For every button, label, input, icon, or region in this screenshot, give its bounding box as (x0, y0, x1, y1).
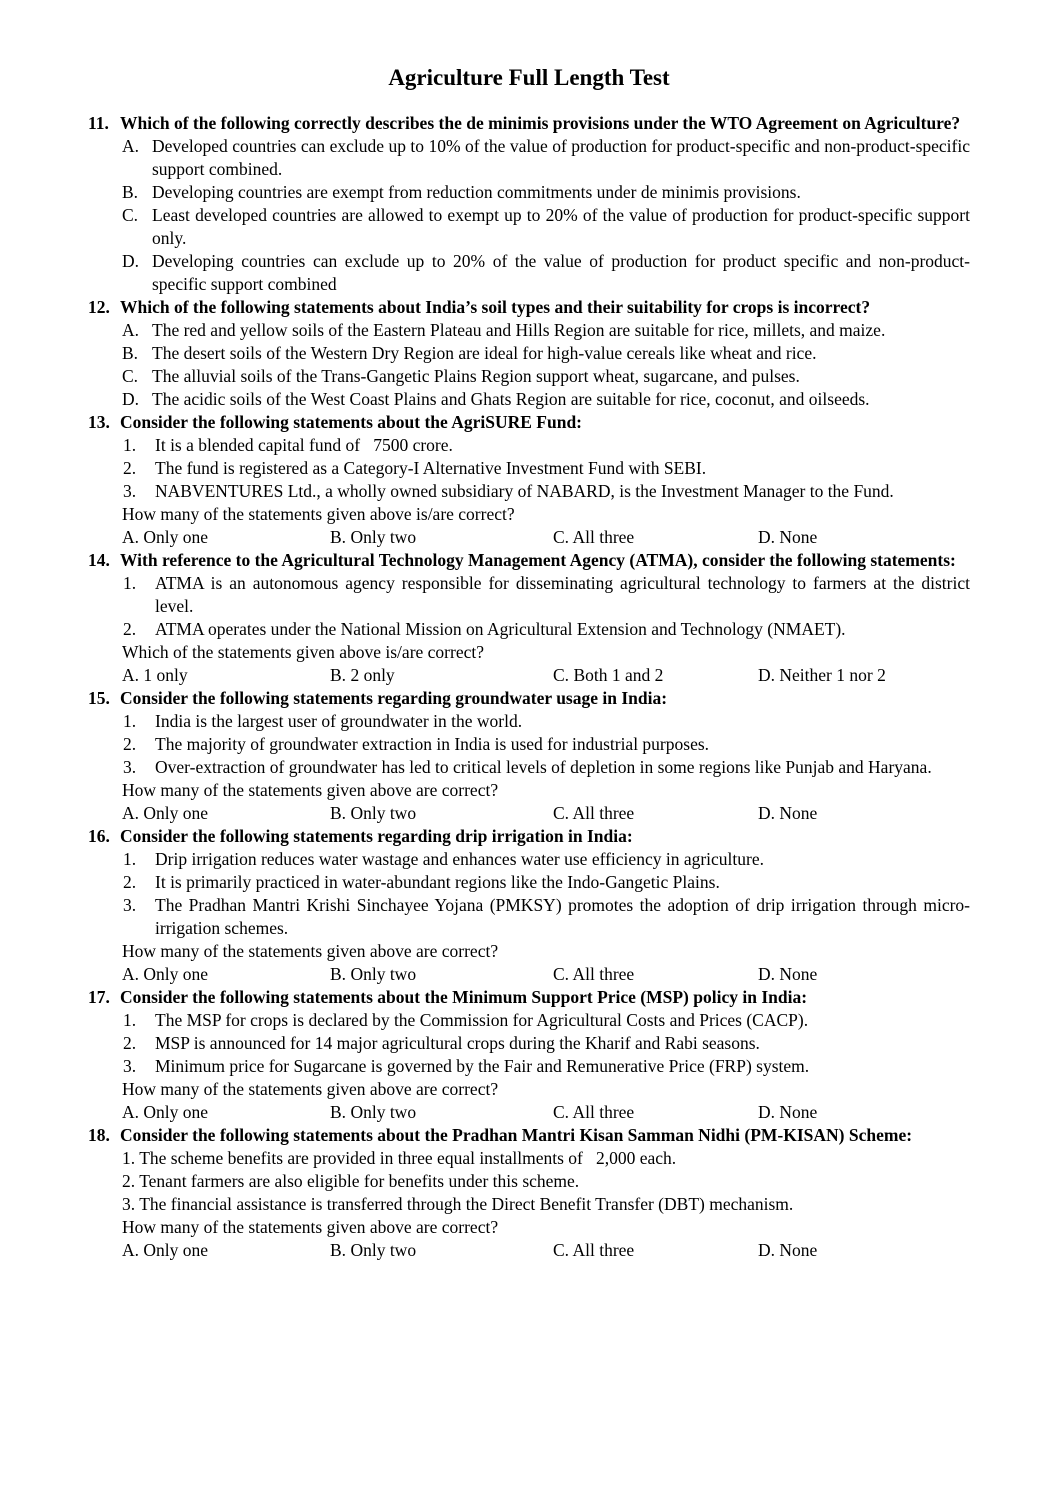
choice (758, 1239, 817, 1262)
choice-letter: C. (553, 665, 570, 685)
choice (553, 802, 634, 825)
statement-text: Drip irrigation reduces water wastage and enhances water use efficiency in agriculture. (155, 849, 764, 869)
question-number: 16. (88, 826, 110, 846)
statement-text: The financial assistance is transferred through the Direct Benefit Transfer (DBT) mechanism. (139, 1194, 794, 1214)
choice-letter: C. (553, 964, 570, 984)
question-block (88, 549, 970, 687)
choice-text: Only two (350, 1240, 417, 1260)
choice-text: None (779, 803, 818, 823)
choice-text: All three (572, 803, 635, 823)
statement-row (88, 618, 970, 641)
statement-number: 2. (123, 872, 137, 892)
statement-text: NABVENTURES Ltd., a wholly owned subsidiary of NABARD, is the Investment Manager to the Fund. (155, 481, 894, 501)
statement-text: ATMA operates under the National Mission on Agricultural Extension and Technology (NMAET). (155, 619, 846, 639)
choice-letter: A. (122, 803, 140, 823)
choice-letter: A. (122, 665, 140, 685)
option-row (88, 181, 970, 204)
statement-number: 3. (123, 1056, 137, 1076)
question-heading (88, 112, 970, 135)
option-letter: D. (122, 251, 140, 271)
statement-number: 2. (122, 1171, 136, 1191)
choice-letter: D. (758, 1240, 776, 1260)
option-text: Developing countries can exclude up to 20% of the value of production for product specific and non-product-specific support combined (152, 251, 970, 294)
choice-text: Only one (143, 1240, 209, 1260)
statement-text: The MSP for crops is declared by the Commission for Agricultural Costs and Prices (CACP). (155, 1010, 809, 1030)
choices-row (88, 963, 970, 986)
statement-number: 1. (123, 435, 137, 455)
option-letter: B. (122, 343, 139, 363)
statement-row (88, 848, 970, 871)
choice-text: None (779, 527, 818, 547)
statement-row (88, 434, 970, 457)
question-heading-text: Consider the following statements about the AgriSURE Fund: (120, 412, 582, 432)
choices-row (88, 1239, 970, 1262)
question-heading-text: Consider the following statements about the Pradhan Mantri Kisan Samman Nidhi (PM-KISAN) Scheme: (120, 1125, 913, 1145)
option-text: Least developed countries are allowed to exempt up to 20% of the value of production for product-specific support only. (152, 205, 970, 248)
choice (122, 802, 208, 825)
choice (553, 526, 634, 549)
statement-text: The scheme benefits are provided in three equal installments of 2,000 each. (139, 1148, 677, 1168)
option-row (88, 204, 970, 250)
choice (122, 963, 208, 986)
statement-number: 1. (123, 849, 137, 869)
question-number: 15. (88, 688, 110, 708)
statement-number: 1. (123, 1010, 137, 1030)
statement-number: 2. (123, 458, 137, 478)
question-block (88, 687, 970, 825)
choice (553, 963, 634, 986)
question-heading-text: With reference to the Agricultural Technology Management Agency (ATMA), consider the following statements: (120, 550, 956, 570)
choice-text: None (779, 1102, 818, 1122)
option-row (88, 135, 970, 181)
question-heading (88, 825, 970, 848)
question-heading-text: Which of the following statements about India’s soil types and their suitability for crops is incorrect? (120, 297, 871, 317)
statement-row (88, 894, 970, 940)
question-heading-text: Consider the following statements about the Minimum Support Price (MSP) policy in India: (120, 987, 808, 1007)
choice-letter: C. (553, 803, 570, 823)
choice-text: Only two (350, 527, 417, 547)
choices-row (88, 526, 970, 549)
statement-row (88, 1193, 970, 1216)
statement-row (88, 572, 970, 618)
question-block (88, 986, 970, 1124)
choice (758, 664, 886, 687)
prompt-text: How many of the statements given above are correct? (122, 941, 499, 961)
choice-letter: D. (758, 803, 776, 823)
choice-letter: B. (330, 665, 347, 685)
choice (330, 963, 416, 986)
choice-text: Only one (143, 803, 209, 823)
question-block (88, 296, 970, 411)
choice-text: All three (572, 964, 635, 984)
statement-row (88, 457, 970, 480)
option-letter: A. (122, 320, 140, 340)
question-number: 13. (88, 412, 110, 432)
option-text: The acidic soils of the West Coast Plains and Ghats Region are suitable for rice, coconut, and oilseeds. (152, 389, 870, 409)
option-row (88, 342, 970, 365)
statement-number: 1. (123, 711, 137, 731)
choice (553, 664, 663, 687)
question-heading (88, 986, 970, 1009)
statement-text: It is primarily practiced in water-abundant regions like the Indo-Gangetic Plains. (155, 872, 720, 892)
choice (330, 526, 416, 549)
question-heading-text: Which of the following correctly describes the de minimis provisions under the WTO Agreement on Agriculture? (120, 113, 961, 133)
statement-text: ATMA is an autonomous agency responsible for disseminating agricultural technology to farmers at the district level. (155, 573, 970, 616)
choice-letter: D. (758, 527, 776, 547)
choice-letter: A. (122, 1102, 140, 1122)
statement-number: 2. (123, 619, 137, 639)
prompt-text: Which of the statements given above is/are correct? (122, 642, 484, 662)
option-letter: C. (122, 366, 139, 386)
choice (758, 963, 817, 986)
choice-letter: B. (330, 1102, 347, 1122)
question-number: 17. (88, 987, 110, 1007)
page-title: Agriculture Full Length Test (388, 65, 670, 90)
choice (330, 802, 416, 825)
question-number: 14. (88, 550, 110, 570)
option-letter: B. (122, 182, 139, 202)
statement-text: Over-extraction of groundwater has led to critical levels of depletion in some regions like Punjab and Haryana. (155, 757, 932, 777)
choice-letter: B. (330, 527, 347, 547)
statement-text: The fund is registered as a Category-I Alternative Investment Fund with SEBI. (155, 458, 707, 478)
choice (758, 1101, 817, 1124)
choice-text: None (779, 964, 818, 984)
choice-letter: D. (758, 964, 776, 984)
statement-text: The Pradhan Mantri Krishi Sinchayee Yojana (PMKSY) promotes the adoption of drip irrigation through micro-irrigation schemes. (155, 895, 970, 938)
statement-text: Tenant farmers are also eligible for benefits under this scheme. (139, 1171, 580, 1191)
choice (758, 526, 817, 549)
question-number: 11. (88, 113, 109, 133)
question-number: 18. (88, 1125, 110, 1145)
statement-text: India is the largest user of groundwater in the world. (155, 711, 523, 731)
choice-text: Neither 1 nor 2 (779, 665, 886, 685)
option-row (88, 365, 970, 388)
prompt-text: How many of the statements given above are correct? (122, 780, 499, 800)
option-letter: D. (122, 389, 140, 409)
choice-text: 2 only (350, 665, 395, 685)
choice-text: Both 1 and 2 (573, 665, 664, 685)
choice (330, 1239, 416, 1262)
choices-row (88, 1101, 970, 1124)
question-heading (88, 1124, 970, 1147)
question-block (88, 1124, 970, 1262)
choice-letter: D. (758, 1102, 776, 1122)
choice (122, 1101, 208, 1124)
option-letter: A. (122, 136, 140, 156)
prompt-text: How many of the statements given above is/are correct? (122, 504, 515, 524)
choice-text: All three (572, 1102, 635, 1122)
prompt-text: How many of the statements given above are correct? (122, 1217, 499, 1237)
prompt-text: How many of the statements given above are correct? (122, 1079, 499, 1099)
question-heading-text: Consider the following statements regarding drip irrigation in India: (120, 826, 633, 846)
choice-text: All three (572, 527, 635, 547)
choice-text: 1 only (143, 665, 188, 685)
option-letter: C. (122, 205, 139, 225)
statement-row (88, 1009, 970, 1032)
choice-letter: C. (553, 1240, 570, 1260)
statement-row (88, 756, 970, 779)
choice-letter: A. (122, 1240, 140, 1260)
choice-text: Only two (350, 1102, 417, 1122)
statement-row (88, 871, 970, 894)
option-row (88, 250, 970, 296)
choice-letter: A. (122, 964, 140, 984)
choice-letter: A. (122, 527, 140, 547)
choice-text: Only two (350, 964, 417, 984)
choice-letter: C. (553, 527, 570, 547)
option-text: The desert soils of the Western Dry Region are ideal for high-value cereals like wheat and rice. (152, 343, 817, 363)
statement-number: 2. (123, 734, 137, 754)
statement-number: 3. (122, 1194, 136, 1214)
choice-letter: B. (330, 1240, 347, 1260)
question-heading (88, 296, 970, 319)
statement-number: 3. (123, 895, 137, 915)
statement-row (88, 1055, 970, 1078)
statement-number: 3. (123, 757, 137, 777)
choice (122, 1239, 208, 1262)
statement-row (88, 1147, 970, 1170)
question-heading (88, 549, 970, 572)
choice-letter: C. (553, 1102, 570, 1122)
question-heading-text: Consider the following statements regarding groundwater usage in India: (120, 688, 668, 708)
choice-letter: B. (330, 803, 347, 823)
choice-text: Only one (143, 964, 209, 984)
statement-row (88, 1032, 970, 1055)
statement-text: MSP is announced for 14 major agricultural crops during the Kharif and Rabi seasons. (155, 1033, 760, 1053)
option-text: Developed countries can exclude up to 10% of the value of production for product-specific and non-product-specific support combined. (152, 136, 970, 179)
statement-number: 2. (123, 1033, 137, 1053)
question-number: 12. (88, 297, 110, 317)
choice-letter: D. (758, 665, 776, 685)
option-row (88, 388, 970, 411)
statement-row (88, 710, 970, 733)
choice (330, 1101, 416, 1124)
option-text: The red and yellow soils of the Eastern Plateau and Hills Region are suitable for rice, millets, and maize. (152, 320, 886, 340)
statement-row (88, 480, 970, 503)
choice-letter: B. (330, 964, 347, 984)
statement-text: The majority of groundwater extraction in India is used for industrial purposes. (155, 734, 710, 754)
choices-row (88, 664, 970, 687)
statement-text: Minimum price for Sugarcane is governed by the Fair and Remunerative Price (FRP) system. (155, 1056, 810, 1076)
choice (122, 526, 208, 549)
choice-text: Only one (143, 1102, 209, 1122)
choice (553, 1101, 634, 1124)
statement-text: It is a blended capital fund of 7500 crore. (155, 435, 453, 455)
choice-text: Only two (350, 803, 417, 823)
choice (330, 664, 395, 687)
question-block (88, 112, 970, 296)
option-row (88, 319, 970, 342)
statement-row (88, 733, 970, 756)
option-text: Developing countries are exempt from reduction commitments under de minimis provisions. (152, 182, 801, 202)
choice (758, 802, 817, 825)
statement-row (88, 1170, 970, 1193)
question-heading (88, 687, 970, 710)
choices-row (88, 802, 970, 825)
statement-number: 1. (123, 573, 137, 593)
question-block (88, 825, 970, 986)
question-heading (88, 411, 970, 434)
question-block (88, 411, 970, 549)
statement-number: 1. (122, 1148, 136, 1168)
choice-text: All three (572, 1240, 635, 1260)
choice (122, 664, 188, 687)
option-text: The alluvial soils of the Trans-Gangetic Plains Region support wheat, sugarcane, and pulses. (152, 366, 800, 386)
choice-text: Only one (143, 527, 209, 547)
statement-number: 3. (123, 481, 137, 501)
choice-text: None (779, 1240, 818, 1260)
choice (553, 1239, 634, 1262)
